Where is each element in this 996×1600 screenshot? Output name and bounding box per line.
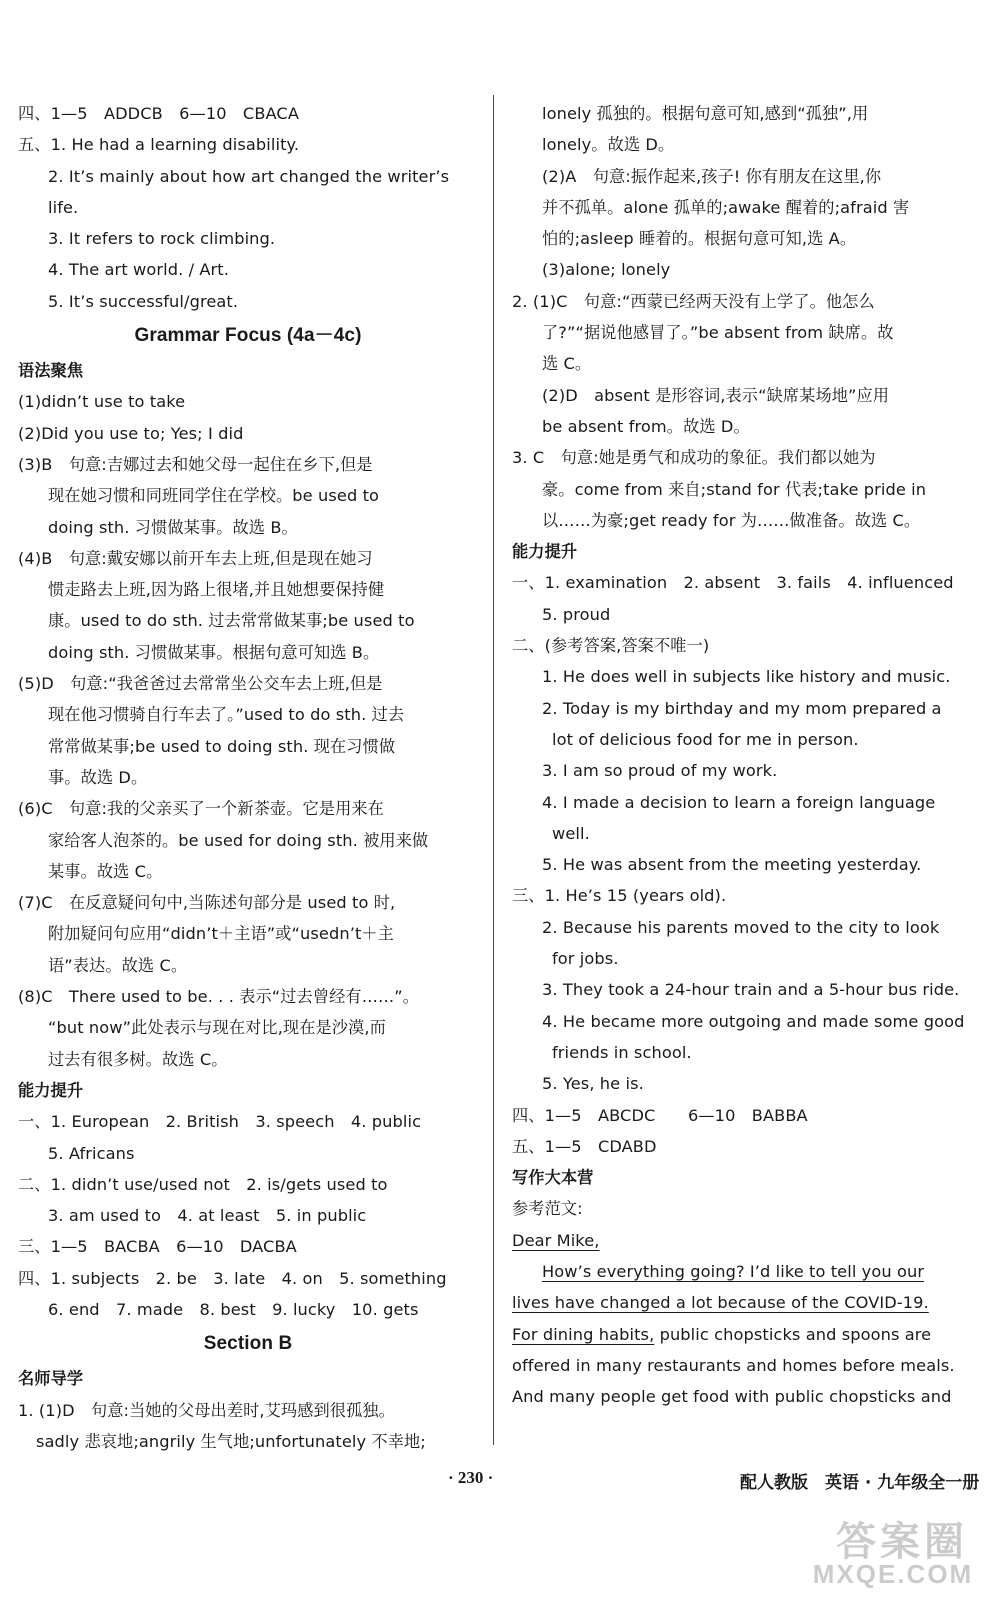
left-line: 一、1. European 2. British 3. speech 4. public — [18, 1112, 422, 1132]
left-line: (8)C There used to be. . . 表示“过去曾经有……”。 — [18, 987, 420, 1007]
right-line: 四、1—5 ABCDC 6—10 BABBA — [512, 1105, 808, 1125]
left-section-heading: Grammar Focus (4a－4c) — [134, 325, 362, 347]
right-line: 了?”“据说他感冒了。”be absent from 缺席。故 — [542, 323, 894, 343]
left-line: 现在她习惯和同班同学住在学校。be used to — [48, 486, 380, 506]
left-line: sadly 悲哀地;angrily 生气地;unfortunately 不幸地; — [36, 1431, 426, 1451]
left-line: (1)didn’t use to take — [18, 392, 186, 412]
right-line: (2)D absent 是形容词,表示“缺席某场地”应用 — [542, 385, 890, 405]
column-divider — [493, 95, 494, 1445]
right-line: for jobs. — [552, 949, 619, 969]
right-line: 2. (1)C 句意:“西蒙已经两天没有上学了。他怎么 — [512, 291, 875, 311]
left-line: doing sth. 习惯做某事。根据句意可知选 B。 — [48, 642, 380, 662]
right-line: 4. He became more outgoing and made some good — [542, 1011, 965, 1031]
watermark-logo — [808, 1510, 978, 1592]
left-line: (7)C 在反意疑问句中,当陈述句部分是 used to 时, — [18, 893, 396, 913]
right-line: offered in many restaurants and homes before meals. — [512, 1355, 955, 1375]
left-line: 3. It refers to rock climbing. — [48, 229, 276, 249]
right-line: well. — [552, 823, 590, 843]
left-line: 4. The art world. / Art. — [48, 260, 229, 280]
left-line: (6)C 句意:我的父亲买了一个新茶壶。它是用来在 — [18, 799, 384, 819]
right-line: 三、1. He’s 15 (years old). — [512, 886, 727, 906]
right-line: 能力提升 — [512, 542, 578, 562]
right-column — [512, 98, 982, 1412]
left-line: 能力提升 — [18, 1080, 84, 1100]
left-line: 二、1. didn’t use/used not 2. is/gets used to — [18, 1174, 388, 1194]
left-line: 康。used to do sth. 过去常常做某事;be used to — [48, 611, 415, 631]
left-line: 5. It’s successful/great. — [48, 291, 239, 311]
right-line: 5. Yes, he is. — [542, 1074, 644, 1094]
right-line: 5. He was absent from the meeting yesterday. — [542, 855, 922, 875]
left-line: 家给客人泡茶的。be used for doing sth. 被用来做 — [48, 830, 429, 850]
left-line: 6. end 7. made 8. best 9. lucky 10. gets — [48, 1299, 419, 1319]
right-line: And many people get food with public chopsticks and — [512, 1387, 952, 1407]
right-line: be absent from。故选 D。 — [542, 416, 750, 436]
left-line: 三、1—5 BACBA 6—10 DACBA — [18, 1237, 297, 1257]
right-line: 豪。come from 来自;stand for 代表;take pride in — [542, 479, 927, 499]
right-line: 五、1—5 CDABD — [512, 1136, 657, 1156]
left-column — [18, 98, 478, 1457]
right-line: lonely。故选 D。 — [542, 135, 675, 155]
left-line: (5)D 句意:“我爸爸过去常常坐公交车去上班,但是 — [18, 674, 383, 694]
left-line: 惯走路去上班,因为路上很堵,并且她想要保持健 — [48, 580, 385, 600]
right-line: For dining habits, public chopsticks and spoons are — [512, 1324, 932, 1344]
underlined-phrase: For dining habits, — [512, 1324, 655, 1344]
right-line: friends in school. — [552, 1042, 692, 1062]
right-line: (2)A 句意:振作起来,孩子! 你有朋友在这里,你 — [542, 166, 882, 186]
watermark-text: MXQE.COM — [812, 1559, 974, 1589]
right-line: 选 C。 — [542, 354, 592, 374]
left-line: (3)B 句意:吉娜过去和她父母一起住在乡下,但是 — [18, 454, 373, 474]
edition-label: 配人教版 英语 · 九年级全一册 — [740, 1473, 980, 1493]
left-line: 五、1. He had a learning disability. — [18, 135, 300, 155]
left-line: (4)B 句意:戴安娜以前开车去上班,但是现在她习 — [18, 548, 373, 568]
left-line: 附加疑问句应用“didn’t＋主语”或“usedn’t＋主 — [48, 924, 394, 944]
left-line: (2)Did you use to; Yes; I did — [18, 423, 244, 443]
left-line: 2. It’s mainly about how art changed the writer’s — [48, 166, 450, 186]
right-line: 并不孤单。alone 孤单的;awake 醒着的;afraid 害 — [542, 197, 910, 217]
left-line: life. — [48, 197, 79, 217]
right-line: 以……为豪;get ready for 为……做准备。故选 C。 — [542, 510, 921, 530]
right-line: lonely 孤独的。根据句意可知,感到“孤独”,用 — [542, 104, 869, 123]
right-line: 3. C 句意:她是勇气和成功的象征。我们都以她为 — [512, 448, 876, 468]
left-line: 过去有很多树。故选 C。 — [48, 1049, 228, 1069]
left-line: “but now”此处表示与现在对比,现在是沙漠,而 — [48, 1018, 386, 1038]
page-number: · 230 · — [448, 1468, 494, 1487]
left-line: 名师导学 — [18, 1369, 84, 1389]
right-line: 1. He does well in subjects like history and music. — [542, 667, 951, 687]
right-line: How’s everything going? I’d like to tell you our — [542, 1261, 925, 1281]
right-line: Dear Mike, — [512, 1230, 600, 1250]
right-line: 3. I am so proud of my work. — [542, 761, 778, 781]
left-line: 事。故选 D。 — [48, 767, 148, 787]
left-line: 现在他习惯骑自行车去了。”used to do sth. 过去 — [48, 705, 405, 725]
right-line: 写作大本营 — [512, 1168, 594, 1188]
left-line: 3. am used to 4. at least 5. in public — [48, 1206, 367, 1226]
right-line: 3. They took a 24-hour train and a 5-hour bus ride. — [542, 980, 960, 1000]
left-line: 常常做某事;be used to doing sth. 现在习惯做 — [48, 736, 396, 756]
left-line: 某事。故选 C。 — [48, 861, 163, 881]
left-line: 语”表达。故选 C。 — [48, 955, 188, 975]
page-footer — [0, 1468, 996, 1498]
right-line: 怕的;asleep 睡着的。根据句意可知,选 A。 — [542, 229, 857, 249]
right-line: lot of delicious food for me in person. — [552, 729, 859, 749]
right-line: 2. Because his parents moved to the city to look — [542, 917, 940, 937]
right-line: 4. I made a decision to learn a foreign language — [542, 792, 936, 812]
left-line: 语法聚焦 — [18, 361, 84, 381]
left-line: 四、1—5 ADDCB 6—10 CBACA — [18, 104, 299, 123]
left-line: 1. (1)D 句意:当她的父母出差时,艾玛感到很孤独。 — [18, 1400, 395, 1420]
left-line: doing sth. 习惯做某事。故选 B。 — [48, 517, 298, 537]
right-line: 2. Today is my birthday and my mom prepared a — [542, 698, 942, 718]
right-line: (3)alone; lonely — [542, 260, 671, 280]
left-line: 四、1. subjects 2. be 3. late 4. on 5. something — [18, 1268, 447, 1288]
left-line: 5. Africans — [48, 1143, 135, 1163]
right-line: 二、(参考答案,答案不唯一) — [512, 636, 710, 656]
right-line: 一、1. examination 2. absent 3. fails 4. influenced — [512, 573, 954, 593]
left-section-heading: Section B — [203, 1333, 293, 1355]
right-line: 参考范文: — [512, 1199, 583, 1219]
right-line: lives have changed a lot because of the COVID-19. — [512, 1293, 929, 1313]
watermark-icon: 答案圈 — [836, 1519, 968, 1565]
right-line: 5. proud — [542, 604, 611, 624]
